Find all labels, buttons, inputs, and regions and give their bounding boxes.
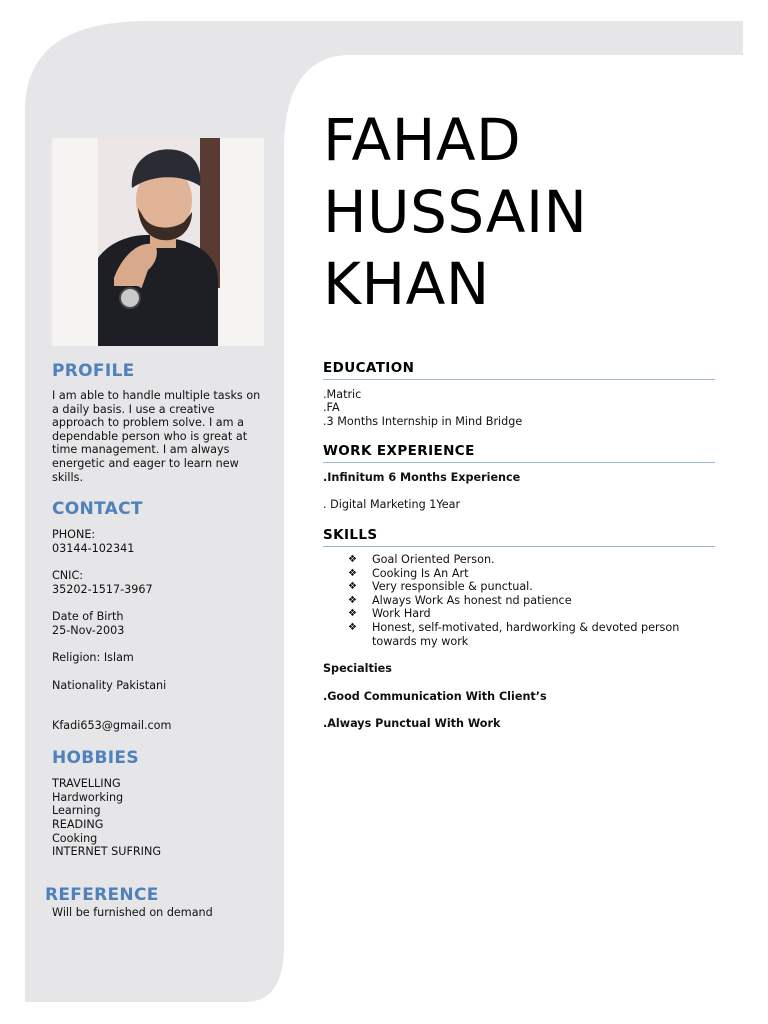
name-line-3: KHAN — [323, 250, 490, 318]
hobby-item: READING — [52, 818, 104, 831]
profile-photo — [52, 138, 264, 346]
skill-text: Work Hard — [372, 607, 431, 621]
work-item-1: .Infinitum 6 Months Experience — [323, 471, 521, 484]
reference-text: Will be furnished on demand — [52, 906, 213, 919]
skill-item — [348, 607, 708, 621]
skills-heading: SKILLS — [323, 527, 715, 547]
diamond-bullet-icon: ❖ — [348, 567, 357, 579]
education-item: .FA — [323, 401, 340, 414]
skill-item — [348, 594, 708, 608]
candidate-name — [323, 104, 587, 320]
education-item: .Matric — [323, 388, 362, 401]
skill-item — [348, 621, 708, 648]
profile-heading: PROFILE — [52, 361, 135, 381]
skill-item — [348, 567, 708, 581]
portrait-illustration — [52, 138, 264, 346]
phone-value: 03144-102341 — [52, 542, 135, 555]
email-text: Kfadi653@gmail.com — [52, 719, 172, 732]
skill-item — [348, 553, 708, 567]
skill-text: Honest, self-motivated, hardworking & devoted person towards my work — [372, 620, 680, 648]
religion-text: Religion: Islam — [52, 651, 134, 664]
skill-text: Very responsible & punctual. — [372, 580, 533, 594]
nationality-text: Nationality Pakistani — [52, 679, 167, 692]
phone-label: PHONE: — [52, 528, 96, 541]
hobby-item: Learning — [52, 804, 101, 817]
skill-text: Cooking Is An Art — [372, 566, 469, 580]
hobby-item: Hardworking — [52, 791, 124, 804]
contact-heading: CONTACT — [52, 499, 143, 519]
diamond-bullet-icon: ❖ — [348, 621, 357, 633]
skill-text: Goal Oriented Person. — [372, 553, 495, 566]
work-heading: WORK EXPERIENCE — [323, 443, 715, 463]
name-line-1: FAHAD — [323, 106, 522, 174]
specialty-item-2: .Always Punctual With Work — [323, 717, 501, 730]
dob-value: 25-Nov-2003 — [52, 624, 125, 637]
hobbies-heading: HOBBIES — [52, 748, 139, 768]
diamond-bullet-icon: ❖ — [348, 581, 357, 593]
hobby-item: INTERNET SUFRING — [52, 845, 162, 858]
diamond-bullet-icon: ❖ — [348, 594, 357, 606]
skills-list — [348, 553, 708, 648]
cnic-label: CNIC: — [52, 569, 84, 582]
skill-item — [348, 580, 708, 594]
specialties-heading: Specialties — [323, 662, 392, 675]
diamond-bullet-icon: ❖ — [348, 608, 357, 620]
reference-heading: REFERENCE — [45, 885, 159, 905]
diamond-bullet-icon: ❖ — [348, 554, 357, 565]
profile-text: I am able to handle multiple tasks on a daily basis. I use a creative approach to problem solve. I am a dependable person who is great at time management. I am always energetic and eager to learn new skills. — [52, 389, 261, 484]
specialty-item-1: .Good Communication With Client’s — [323, 690, 547, 703]
hobby-item: TRAVELLING — [52, 777, 121, 790]
name-line-2: HUSSAIN — [323, 178, 588, 246]
dob-label: Date of Birth — [52, 610, 124, 623]
hobby-item: Cooking — [52, 832, 98, 845]
work-item-2: . Digital Marketing 1Year — [323, 498, 461, 511]
skill-text: Always Work As honest nd patience — [372, 593, 572, 607]
education-heading: EDUCATION — [323, 360, 715, 380]
cnic-value: 35202-1517-3967 — [52, 583, 153, 596]
education-item: .3 Months Internship in Mind Bridge — [323, 415, 523, 428]
